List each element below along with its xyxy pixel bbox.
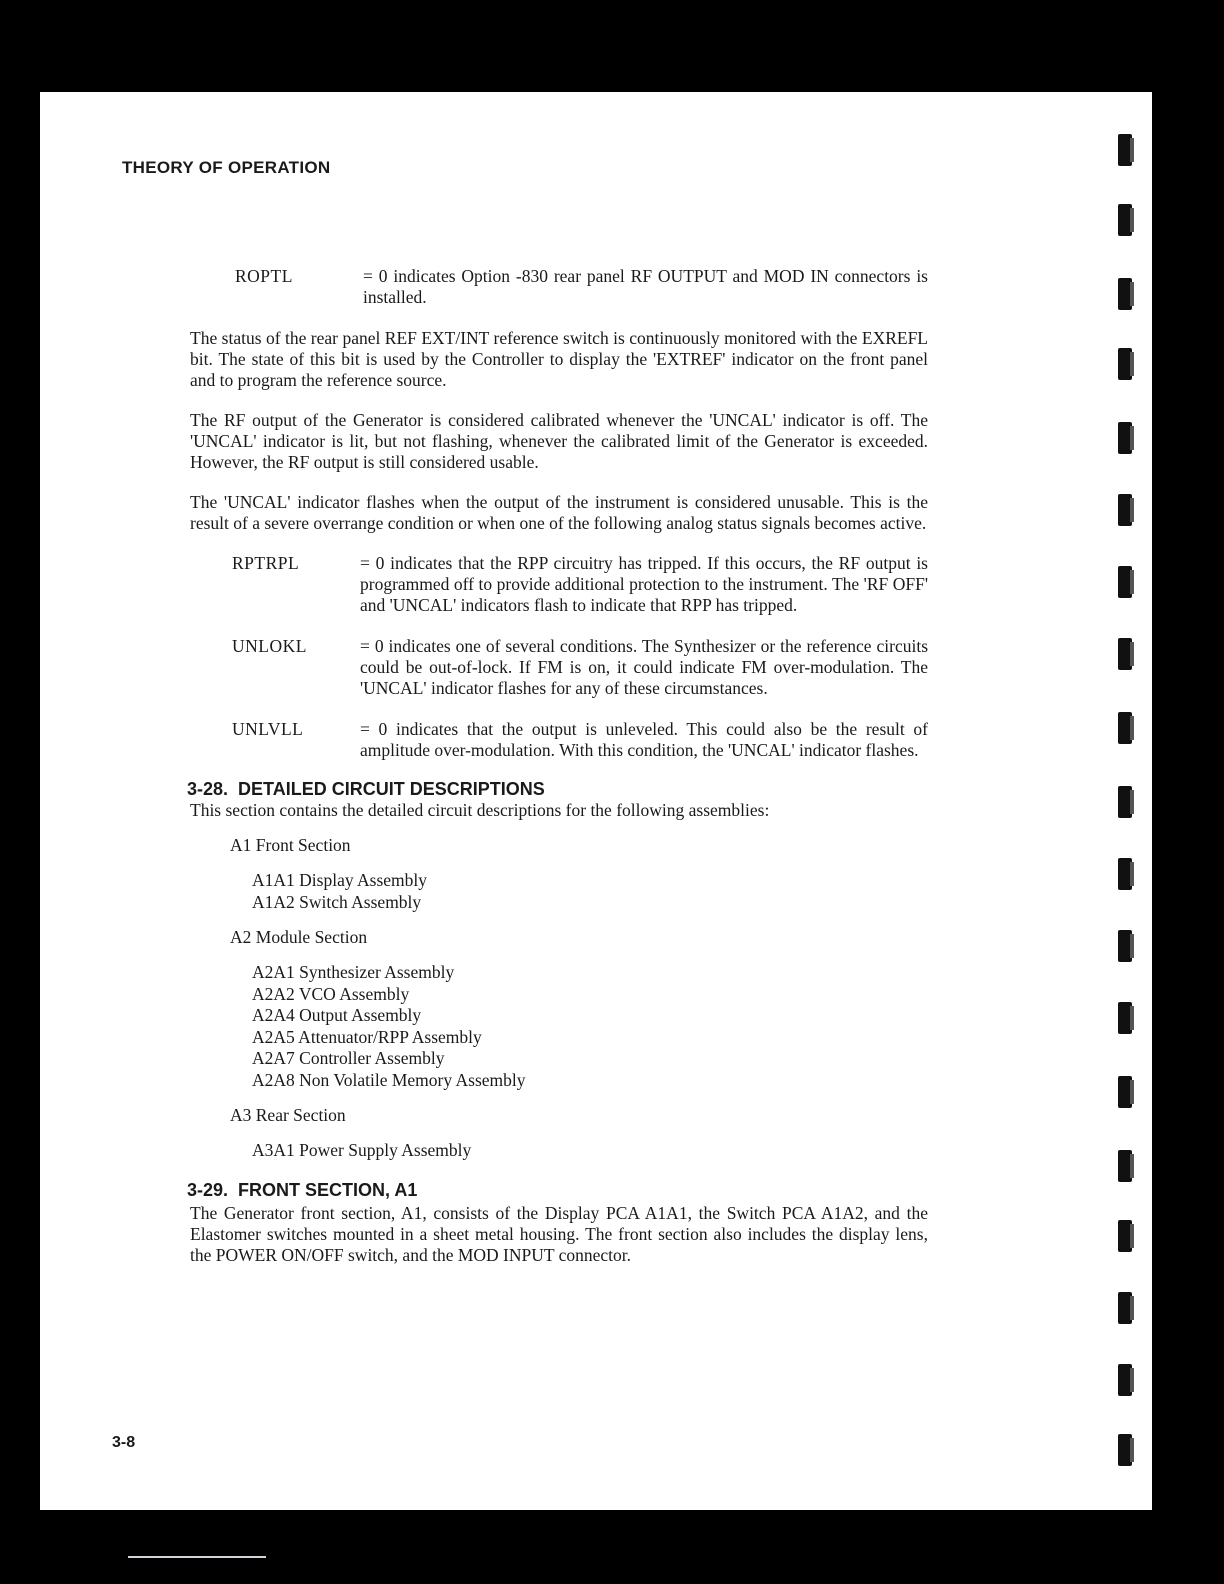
signal-term: RPTRPL [232, 553, 300, 573]
list-item: A1A1 Display Assembly [252, 870, 427, 890]
paragraph-exref: The status of the rear panel REF EXT/INT reference switch is continuously monitored with the EXREFL bit. The state of this bit is used by the Controller to display the 'EXTREF' indicator on the front panel and to program the reference source. [190, 328, 928, 390]
section-intro: This section contains the detailed circuit descriptions for the following assemblies: [190, 800, 770, 820]
assembly-group-a1 [190, 835, 928, 913]
list-item: A2A1 Synthesizer Assembly [252, 962, 455, 982]
binder-hole [1118, 1220, 1132, 1252]
binder-hole [1118, 348, 1132, 380]
signal-definition-rptrpl [190, 553, 928, 616]
page-number: 3-8 [112, 1434, 136, 1451]
section-number: 3-28. [187, 779, 229, 799]
binder-hole [1118, 786, 1132, 818]
binder-hole [1118, 858, 1132, 890]
signal-description: = 0 indicates one of several conditions. The Synthesizer or the reference circuits could be out-of-lock. If FM is on, it could indicate FM over-modulation. The 'UNCAL' indicator flashes for any of these circumstances. [360, 636, 928, 698]
assembly-list [252, 870, 928, 913]
section-heading-3-29 [187, 1180, 928, 1201]
assembly-group-a2 [190, 927, 928, 1091]
binder-hole [1118, 278, 1132, 310]
paragraph-uncal-flashes: The 'UNCAL' indicator flashes when the output of the instrument is considered unusable. This is the result of a severe overrange condition or when one of the following analog status signals becomes active. [190, 492, 928, 533]
list-item: A2A7 Controller Assembly [252, 1048, 445, 1068]
binder-hole [1118, 1364, 1132, 1396]
page-header: THEORY OF OPERATION [122, 158, 331, 177]
signal-definition-unlokl [190, 636, 928, 699]
binder-hole [1118, 930, 1132, 962]
document-page [40, 92, 1152, 1510]
list-item: A2A8 Non Volatile Memory Assembly [252, 1069, 526, 1090]
section-heading-3-28 [187, 779, 928, 800]
list-item: A2A4 Output Assembly [252, 1005, 422, 1025]
signal-description: = 0 indicates Option -830 rear panel RF OUTPUT and MOD IN connectors is installed. [363, 266, 928, 307]
scan-edge-line [128, 1556, 266, 1558]
group-title: A2 Module Section [230, 927, 368, 947]
assembly-group-a3 [190, 1105, 928, 1162]
binder-hole [1118, 204, 1132, 236]
binder-hole [1118, 494, 1132, 526]
binder-hole [1118, 1292, 1132, 1324]
signal-term: ROPTL [235, 266, 293, 286]
list-item: A2A2 VCO Assembly [252, 983, 410, 1004]
signal-definition-unlvll [190, 719, 928, 761]
paragraph-calibrated: The RF output of the Generator is considered calibrated whenever the 'UNCAL' indicator is off. The 'UNCAL' indicator is lit, but not flashing, whenever the calibrated limit of the Generator is exceeded. However, the RF output is still considered usable. [190, 410, 928, 472]
list-item: A3A1 Power Supply Assembly [252, 1140, 472, 1160]
list-item: A1A2 Switch Assembly [252, 891, 422, 912]
binder-hole [1118, 566, 1132, 598]
page-content [187, 266, 928, 1285]
list-item: A2A5 Attenuator/RPP Assembly [252, 1026, 482, 1047]
binder-hole [1118, 422, 1132, 454]
binder-hole [1118, 1076, 1132, 1108]
binder-hole [1118, 638, 1132, 670]
section-body: The Generator front section, A1, consists of the Display PCA A1A1, the Switch PCA A1A2, and the Elastomer switches mounted in a sheet metal housing. The front section also includes the display lens, the POWER ON/OFF switch, and the MOD INPUT connector. [190, 1202, 928, 1265]
section-number: 3-29. [187, 1179, 229, 1200]
binder-hole [1118, 1434, 1132, 1466]
binder-hole [1118, 712, 1132, 744]
signal-definition-roptl [190, 266, 928, 308]
signal-description: = 0 indicates that the RPP circuitry has tripped. If this occurs, the RF output is programmed off to provide additional protection to the instrument. The 'RF OFF' and 'UNCAL' indicators flash to indicate that RPP has tripped. [360, 553, 928, 615]
assembly-list [252, 1140, 928, 1162]
signal-term: UNLOKL [232, 636, 307, 656]
binder-hole [1118, 1002, 1132, 1034]
signal-description: = 0 indicates that the output is unleveled. This could also be the result of amplitude over-modulation. With this condition, the 'UNCAL' indicator flashes. [360, 719, 928, 760]
section-title: FRONT SECTION, A1 [238, 1179, 418, 1200]
assembly-list [252, 962, 928, 1091]
binder-hole [1118, 1150, 1132, 1182]
signal-term: UNLVLL [232, 719, 304, 739]
group-title: A1 Front Section [230, 835, 351, 855]
group-title: A3 Rear Section [230, 1105, 346, 1125]
binder-hole [1118, 134, 1132, 166]
section-title: DETAILED CIRCUIT DESCRIPTIONS [238, 779, 545, 799]
